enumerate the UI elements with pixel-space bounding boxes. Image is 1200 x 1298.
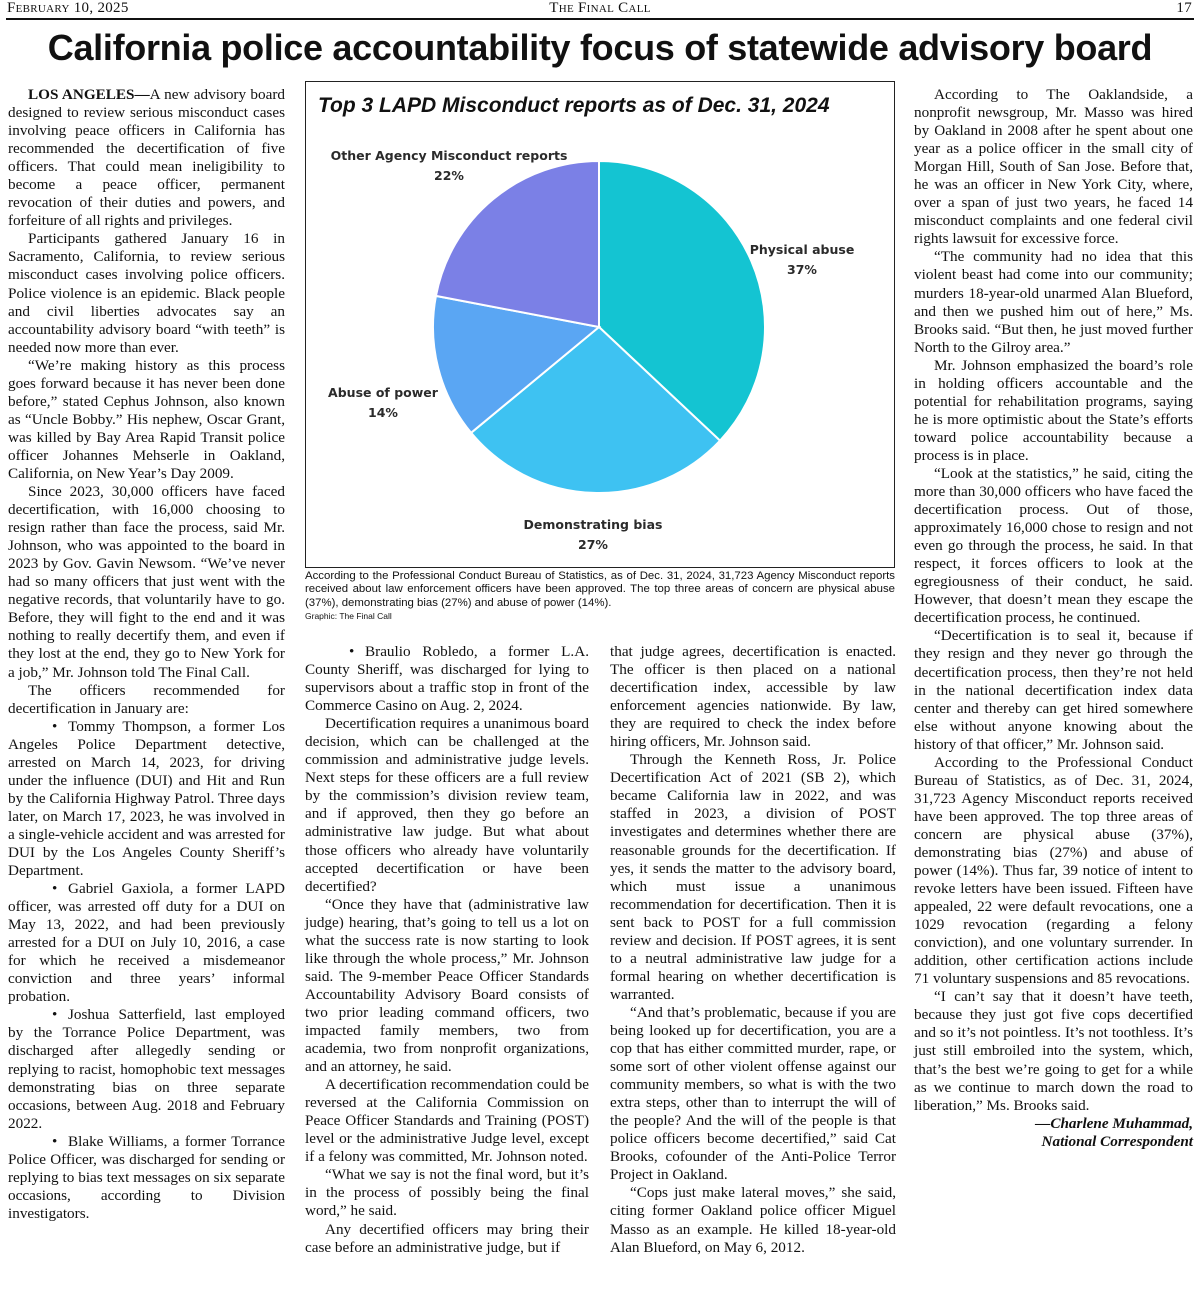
paragraph: that judge agrees, decertification is enacted. The officer is then placed on a national decertification index, accessible by law enforcement agencies nationwide. By law, they are required to check the index before hiring officers, Mr. Johnson said. [610, 643, 896, 751]
paragraph: Mr. Johnson emphasized the board’s role in holding officers accountable and the potential for rehabilitation programs, saying he is more optimistic about the State’s efforts toward police accountability because a process is in place. [914, 356, 1193, 464]
graphic-credit: Graphic: The Final Call [305, 611, 392, 621]
slice-label: Abuse of power [328, 385, 438, 400]
folio-rule [6, 18, 1194, 20]
slice-percent: 22% [434, 168, 464, 183]
dateline: LOS ANGELES— [28, 86, 150, 103]
page-number: 17 [1176, 0, 1192, 16]
paragraph: According to the Professional Conduct Bureau of Statistics, as of Dec. 31, 2024, 31,723 Agency Misconduct reports received have been approved. The top three areas of concern are physical abuse (37%), demonstrating bias (27%) and abuse of power (14%). Thus far, 39 notice of intent to revoke letters have been issued. Fifteen have appealed, 22 were default revocations, one a 1029 revocation (regarding a felony conviction), and one voluntary surrender. In addition, other certification actions include 71 voluntary suspensions and 85 revocations. [914, 753, 1193, 988]
slice-label: Other Agency Misconduct reports [330, 148, 568, 163]
byline-title: National Correspondent [1041, 1132, 1193, 1150]
paragraph: Any decertified officers may bring their case before an administrative judge, but if [305, 1220, 589, 1256]
paragraph: Since 2023, 30,000 officers have faced decertification, with 16,000 choosing to resign rather than face the process, said Mr. Johnson, who was appointed to the board in 2023 by Gov. Gavin Newsom. “We’ve never had so many officers that just went with the negative records, that voluntarily have to go. Before, they will fight to the end and it was nothing to really decertify them, and even if they lost at the end, they go to New York for a job,” Mr. Johnson told The Final Call. [8, 483, 285, 681]
issue-date: February 10, 2025 [7, 0, 129, 16]
headline: California police accountability focus of statewide advisory board [47, 27, 1153, 68]
slice-percent: 27% [578, 537, 608, 552]
paragraph: “What we say is not the final word, but it’s in the process of possibly being the final word,” he said. [305, 1166, 589, 1220]
bullet-item: • Blake Williams, a former Torrance Police Officer, was discharged for sending or replying to bias text messages on six separate occasions, according to Division investigators. [8, 1132, 285, 1222]
paragraph: “And that’s problematic, because if you are being looked up for decertification, you are a cop that has either committed murder, rape, or some sort of other violent offense against our community members, so what is with the two extra steps, other than to interrupt the will of the people? And the will of the people is that police officers become decertified,” said Cat Brooks, cofounder of the Anti-Police Terror Project in Oakland. [610, 1003, 896, 1184]
bullet-item: • Braulio Robledo, a former L.A. County Sheriff, was discharged for lying to supervisors about a traffic stop in front of the Commerce Casino on Aug. 2, 2024. [305, 643, 589, 715]
paragraph: Through the Kenneth Ross, Jr. Police Decertification Act of 2021 (SB 2), which became California law in 2022, and was staffed in 2023, a division of POST investigates and determines whether there are reasonable grounds for the decertification. If yes, it sends the matter to the advisory board, which must issue a unanimous recommendation for decertification. Then it is sent back to POST for a full commission review and decision. If POST agrees, it is sent to a neutral administrative law judge for a formal hearing on whether decertification is warranted. [610, 751, 896, 1003]
paragraph: Decertification requires a unanimous board decision, which can be challenged at the commission and administrative judge levels. Next steps for these officers are a full review by the commission’s division review team, and if approved, then they go before an administrative law judge. But what about those officers who already have voluntarily accepted decertification or have been decertified? [305, 715, 589, 895]
slice-percent: 37% [787, 262, 817, 277]
chart-caption: According to the Professional Conduct Bureau of Statistics, as of Dec. 31, 2024, 31,723 Agency Misconduct reports received about law enforcement officers have been approved. The top three areas of concern are physical abuse (37%), demonstrating bias (27%) and abuse of power (14%). [305, 570, 895, 609]
pie-chart-figure [305, 81, 895, 568]
paragraph: Participants gathered January 16 in Sacramento, California, to review serious misconduct cases involving police officers. Police violence is an epidemic. Black people and civil liberties advocates say an accountability advisory board “with teeth” is needed now more than ever. [8, 230, 285, 356]
paper-name: The Final Call [549, 0, 651, 16]
article-column-2 [305, 643, 589, 1257]
paragraph: “Cops just make lateral moves,” she said, citing former Oakland police officer Miguel Masso as an example. He killed 18-year-old Alan Blueford, on May 6, 2012. [610, 1184, 896, 1256]
article-column-3 [610, 643, 896, 1257]
article-column-4 [914, 86, 1193, 1151]
folio [0, 0, 1200, 18]
paragraph: A decertification recommendation could be reversed at the California Commission on Peace Officer Standards and Training (POST) level or the administrative Judge level, except if a felony was committed, Mr. Johnson noted. [305, 1076, 589, 1166]
bullet-item: • Gabriel Gaxiola, a former LAPD officer, was arrested off duty for a DUI on May 13, 2022, and had been previously arrested for a DUI on July 10, 2016, a case for which he received a misdemeanor conviction and three years’ informal probation. [8, 880, 285, 1006]
paragraph: According to The Oaklandside, a nonprofit newsgroup, Mr. Masso was hired by Oakland in 2008 after he spent about one year as a police officer in the small city of Morgan Hill, South of San Jose. Before that, he was an officer in New York City, where, over a span of just two years, he faced 14 misconduct complaints and one federal civil rights lawsuit for excessive force. [914, 86, 1193, 248]
byline-name: —Charlene Muhammad, [1035, 1114, 1193, 1132]
slice-label: Physical abuse [749, 242, 855, 257]
paragraph: “I can’t say that it doesn’t have teeth, because they just got five cops decertified and so it’s not pointless. It’s not toothless. It’s just still embroiled into the system, which, that’s the best we’re going to get for a while as we continue to march down the road to liberation,” Ms. Brooks said. [914, 988, 1193, 1114]
slice-label: Demonstrating bias [523, 517, 663, 532]
article-column-1 [8, 86, 285, 1223]
bullet-item: • Tommy Thompson, a former Los Angeles Police Department detective, arrested on March 14, 2023, for driving under the influence (DUI) and Hit and Run by the California Highway Patrol. Three days later, on March 17, 2023, he was involved in a single-vehicle accident and was arrested for DUI by the Los Angeles County Sheriff’s Department. [8, 717, 285, 880]
paragraph: The officers recommended for decertification in January are: [8, 681, 285, 717]
paragraph: “Decertification is to seal it, because if they resign and they never go through the decertification process, then they’re not held in the national decertification index data center and thereby can get hired somewhere else without anyone knowing about the history of that officer,” Mr. Johnson said. [914, 627, 1193, 753]
pie-chart [306, 82, 894, 567]
bullet-item: • Joshua Satterfield, last employed by the Torrance Police Department, was discharged after allegedly sending or replying to racist, homophobic text messages demonstrating bias on three separate occasions, between Aug. 2018 and February 2022. [8, 1006, 285, 1132]
slice-percent: 14% [368, 405, 398, 420]
paragraph: “Look at the statistics,” he said, citing the more than 30,000 officers who have faced the decertification process. Out of those, approximately 16,000 chose to resign and not even go through the process, he said. In that respect, it forces officers to look at the egregiousness of their conduct, he said. However, that doesn’t mean they escape the decertification process, he continued. [914, 464, 1193, 627]
chart-title: Top 3 LAPD Misconduct reports as of Dec. 31, 2024 [318, 94, 830, 117]
paragraph: LOS ANGELES—A new advisory board designed to review serious misconduct cases involving peace officers in California has recommended the decertification of five officers. That could mean ineligibility to become a peace officer, permanent revocation of their duties and powers, and forfeiture of all rights and privileges. [8, 86, 285, 230]
paragraph: “We’re making history as this process goes forward because it has never been done before,” stated Cephus Johnson, also known as “Uncle Bobby.” His nephew, Oscar Grant, was killed by Bay Area Rapid Transit police officer Johannes Mehserle in Oakland, California, on New Year’s Day 2009. [8, 356, 285, 482]
paragraph: “Once they have that (administrative law judge) hearing, that’s going to tell us a lot on what the success rate is now starting to look like through the whole process,” Mr. Johnson said. The 9-member Peace Officer Standards Accountability Advisory Board consists of two prior leading command officers, two impacted family members, two from academia, two from nonprofit organizations, and an attorney, he said. [305, 895, 589, 1076]
paragraph: “The community had no idea that this violent beast had come into our community; murders 18-year-old unarmed Alan Blueford, and then we pushed him out of here,” Ms. Brooks said. “But then, he just moved further North to the Gilroy area.” [914, 248, 1193, 356]
